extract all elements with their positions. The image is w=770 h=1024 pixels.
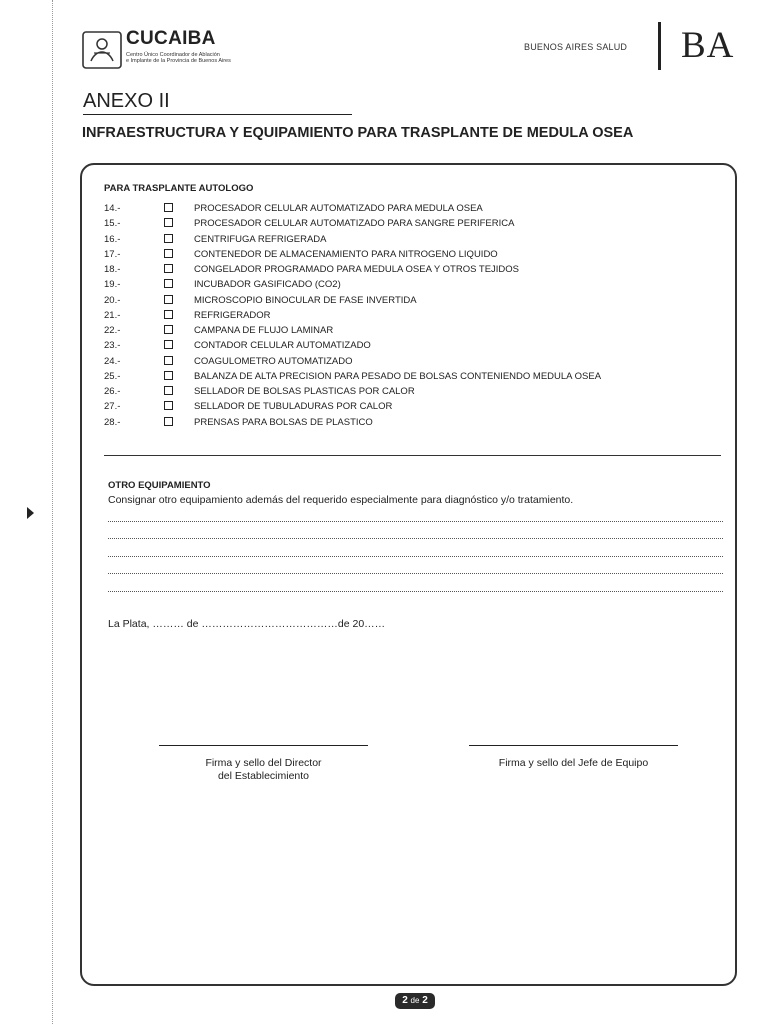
list-item: [104, 415, 704, 430]
list-item: [104, 338, 704, 353]
item-label: CAMPANA DE FLUJO LAMINAR: [194, 325, 334, 336]
list-item: [104, 216, 704, 231]
otro-equipamiento-instruction: Consignar otro equipamiento además del requerido especialmente para diagnóstico y/o tratamiento.: [108, 494, 574, 506]
jefe-signature-label: Firma y sello del Jefe de Equipo: [498, 757, 649, 769]
document-title: INFRAESTRUCTURA Y EQUIPAMIENTO PARA TRASPLANTE DE MEDULA OSEA: [82, 125, 634, 141]
cucaiba-logo: [82, 29, 242, 73]
item-number: 19.-: [104, 279, 121, 291]
fold-guide-line: [52, 0, 53, 1024]
item-label: SELLADOR DE BOLSAS PLASTICAS POR CALOR: [194, 386, 415, 397]
otro-equipamiento-heading: OTRO EQUIPAMIENTO: [108, 480, 211, 491]
item-label: PROCESADOR CELULAR AUTOMATIZADO PARA SANGRE PERIFERICA: [194, 218, 515, 230]
page-of-label: de: [410, 996, 420, 1005]
item-number: 15.-: [104, 218, 121, 230]
list-item: [104, 399, 704, 414]
director-signature-label-line-2: del Establecimiento: [217, 770, 310, 782]
item-number: 16.-: [104, 233, 121, 245]
date-line[interactable]: La Plata, ……… de …………………………………de 20……: [108, 618, 386, 630]
item-number: 25.-: [104, 370, 121, 382]
item-label: BALANZA DE ALTA PRECISION PARA PESADO DE BOLSAS CONTENIENDO MEDULA OSEA: [194, 370, 602, 382]
buenos-aires-salud-label: BUENOS AIRES SALUD: [524, 42, 628, 52]
jefe-signature-line[interactable]: [469, 745, 678, 746]
header-divider: [658, 22, 661, 70]
item-number: 27.-: [104, 401, 121, 413]
item-checkbox[interactable]: [164, 279, 173, 288]
write-in-line[interactable]: [108, 521, 723, 522]
list-item: [104, 201, 704, 216]
item-checkbox[interactable]: [164, 386, 173, 395]
list-item: [104, 232, 704, 247]
item-label: SELLADOR DE TUBULADURAS POR CALOR: [194, 401, 393, 413]
list-item: [104, 354, 704, 369]
write-in-line[interactable]: [108, 556, 723, 557]
item-checkbox[interactable]: [164, 249, 173, 258]
section-divider: [104, 455, 721, 456]
item-checkbox[interactable]: [164, 325, 173, 334]
item-number: 23.-: [104, 340, 121, 352]
item-number: 22.-: [104, 325, 121, 336]
list-item: [104, 384, 704, 399]
page-current: 2: [402, 995, 408, 1006]
item-checkbox[interactable]: [164, 295, 173, 304]
page-indicator: [395, 993, 435, 1009]
director-signature-label-line-1: Firma y sello del Director: [205, 757, 322, 769]
item-label: CENTRIFUGA REFRIGERADA: [194, 233, 327, 245]
item-checkbox[interactable]: [164, 203, 173, 212]
item-number: 24.-: [104, 355, 121, 367]
item-number: 14.-: [104, 203, 121, 214]
list-item: [104, 308, 704, 323]
list-item: [104, 277, 704, 292]
item-number: 26.-: [104, 386, 121, 397]
item-number: 18.-: [104, 264, 121, 275]
item-checkbox[interactable]: [164, 401, 173, 410]
ba-logo: BA: [681, 25, 735, 66]
list-item: [104, 247, 704, 262]
list-item: [104, 323, 704, 338]
item-checkbox[interactable]: [164, 371, 173, 380]
list-item: [104, 369, 704, 384]
item-number: 17.-: [104, 248, 121, 260]
item-label: PRENSAS PARA BOLSAS DE PLASTICO: [194, 416, 373, 428]
side-arrow-icon: [27, 507, 34, 519]
write-in-line[interactable]: [108, 591, 723, 592]
annex-underline: [83, 114, 352, 115]
item-checkbox[interactable]: [164, 356, 173, 365]
item-label: MICROSCOPIO BINOCULAR DE FASE INVERTIDA: [194, 294, 417, 306]
item-label: INCUBADOR GASIFICADO (CO2): [194, 279, 341, 291]
page-total: 2: [422, 995, 428, 1006]
write-in-line[interactable]: [108, 573, 723, 574]
item-checkbox[interactable]: [164, 417, 173, 426]
item-label: CONTENEDOR DE ALMACENAMIENTO PARA NITROGENO LIQUIDO: [194, 248, 498, 260]
item-checkbox[interactable]: [164, 310, 173, 319]
write-in-line[interactable]: [108, 538, 723, 539]
item-checkbox[interactable]: [164, 264, 173, 273]
item-label: CONGELADOR PROGRAMADO PARA MEDULA OSEA Y OTROS TEJIDOS: [194, 264, 520, 275]
equipment-list: [104, 201, 704, 430]
logo-name: CUCAIBA: [126, 28, 216, 49]
logo-subtitle: [126, 52, 246, 64]
annex-label: ANEXO II: [83, 90, 170, 112]
item-checkbox[interactable]: [164, 234, 173, 243]
item-label: CONTADOR CELULAR AUTOMATIZADO: [194, 340, 371, 352]
item-checkbox[interactable]: [164, 340, 173, 349]
item-label: PROCESADOR CELULAR AUTOMATIZADO PARA MEDULA OSEA: [194, 203, 483, 214]
item-label: COAGULOMETRO AUTOMATIZADO: [194, 355, 353, 367]
item-number: 21.-: [104, 309, 121, 321]
item-label: REFRIGERADOR: [194, 309, 271, 321]
logo-subtitle-line-1: Centro Único Coordinador de Ablación: [126, 52, 220, 58]
list-item: [104, 293, 704, 308]
item-checkbox[interactable]: [164, 218, 173, 227]
item-number: 28.-: [104, 416, 121, 428]
director-signature-label: [159, 757, 368, 783]
cucaiba-emblem-icon: [82, 31, 122, 69]
list-item: [104, 262, 704, 277]
autologo-heading: PARA TRASPLANTE AUTOLOGO: [104, 183, 254, 194]
logo-subtitle-line-2: e Implante de la Provincia de Buenos Aires: [126, 58, 231, 64]
director-signature-line[interactable]: [159, 745, 368, 746]
item-number: 20.-: [104, 294, 121, 306]
